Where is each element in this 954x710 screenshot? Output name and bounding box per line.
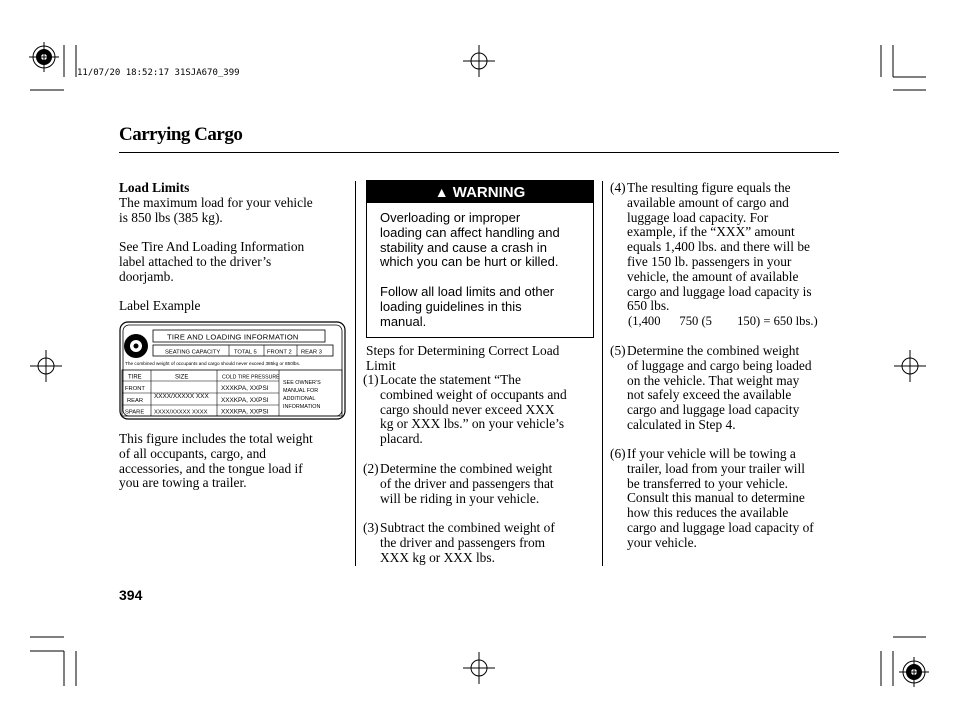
label-row-size: XXXX/XXXXX XXXX xyxy=(154,409,208,416)
column-divider-1 xyxy=(355,181,356,566)
tire-loading-label-figure xyxy=(119,321,347,421)
step-line: equals 1,400 lbs. and there will be xyxy=(627,239,810,255)
label-row-tire: FRONT xyxy=(125,386,145,392)
step-line: five 150 lb. passengers in your xyxy=(627,253,792,269)
column-divider-2 xyxy=(602,181,603,566)
page-title: Carrying Cargo xyxy=(119,124,243,145)
step-line: combined weight of occupants and xyxy=(380,386,567,402)
step-line: of luggage and cargo being loaded xyxy=(627,357,812,373)
warning-line: stability and cause a crash in xyxy=(380,239,547,255)
paragraph-line: is 850 lbs (385 kg). xyxy=(119,209,223,225)
figure-description xyxy=(119,432,351,491)
label-row-tire: REAR xyxy=(127,398,144,404)
step-line: example, if the “XXX” amount xyxy=(627,224,795,240)
crosshair-right xyxy=(894,350,926,382)
steps-heading-line: Limit xyxy=(366,357,396,373)
paragraph-line: The maximum load for your vehicle xyxy=(119,194,313,210)
step-line: 650 lbs. xyxy=(627,298,670,314)
paragraph-line: of all occupants, cargo, and xyxy=(119,445,266,461)
label-combined-note: The combined weight of occupants and cargo should never exceed 385kg or 850lbs. xyxy=(125,361,301,366)
paragraph-line: you are towing a trailer. xyxy=(119,475,247,491)
print-stamp: 11/07/20 18:52:17 31SJA670_399 xyxy=(77,68,240,78)
step-line: calculated in Step 4. xyxy=(627,416,736,432)
paragraph-line: label attached to the driver’s xyxy=(119,253,272,269)
warning-line: Follow all load limits and other xyxy=(380,284,555,299)
label-see-manual: SEE OWNER’S xyxy=(283,380,321,386)
warning-line: manual. xyxy=(380,313,427,329)
label-total: TOTAL 5 xyxy=(234,349,257,356)
step-line: placard. xyxy=(380,431,423,447)
title-rule xyxy=(119,152,839,153)
step-line: cargo and luggage load capacity is xyxy=(627,283,812,299)
crosshair-left xyxy=(30,350,62,382)
step-number: (2) xyxy=(363,461,379,476)
step-number: (1) xyxy=(363,372,379,387)
page-number: 394 xyxy=(119,587,143,603)
paragraph-line: See Tire And Loading Information xyxy=(119,239,305,255)
step-line: The resulting figure equals the xyxy=(627,180,791,195)
warning-title: WARNING xyxy=(452,184,526,201)
label-see-manual: ADDITIONAL xyxy=(283,396,316,402)
step-line: luggage load capacity. For xyxy=(627,209,769,225)
step-line: cargo and luggage load capacity of xyxy=(627,519,814,535)
step-line: the driver and passengers from xyxy=(380,534,546,550)
paragraph-line: This figure includes the total weight xyxy=(119,431,313,446)
step-line: Determine the combined weight xyxy=(380,461,553,476)
label-row-pressure: XXXKPA, XXPSI xyxy=(221,385,269,392)
example-formula: (1,400 750 (5 150) = 650 lbs.) xyxy=(628,314,818,328)
step-number: (3) xyxy=(363,520,379,535)
steps-heading xyxy=(366,344,559,374)
warning-line: loading guidelines in this xyxy=(380,298,522,314)
label-col-tire: TIRE xyxy=(128,374,142,381)
step-line: of the driver and passengers that xyxy=(380,475,554,491)
step-line: on the vehicle. That weight may xyxy=(627,372,800,388)
label-row-tire: SPARE xyxy=(125,409,145,416)
step-line: cargo and luggage load capacity xyxy=(627,402,800,418)
warning-line: loading can affect handling and xyxy=(380,224,560,240)
crosshair-bottom xyxy=(463,652,495,684)
step-line: your vehicle. xyxy=(627,534,697,550)
warning-box xyxy=(366,180,594,338)
label-front: FRONT 2 xyxy=(267,349,292,356)
registration-starburst-bottom-right xyxy=(899,657,929,687)
step-line: cargo should never exceed XXX xyxy=(380,401,555,417)
step-line: Subtract the combined weight of xyxy=(380,520,555,535)
load-limits-section xyxy=(119,181,349,314)
warning-line: which you can be hurt or killed. xyxy=(380,254,559,270)
label-see-manual: INFORMATION xyxy=(283,404,321,410)
step-number: (6) xyxy=(610,446,626,461)
step-line: kg or XXX lbs.” on your vehicle’s xyxy=(380,416,565,432)
figure-caption: Label Example xyxy=(119,298,201,314)
step-line: be transferred to your vehicle. xyxy=(627,475,788,491)
label-see-manual: MANUAL FOR xyxy=(283,388,319,394)
step-line: Locate the statement “The xyxy=(380,372,521,387)
label-seating: SEATING CAPACITY xyxy=(165,349,221,356)
label-rear: REAR 3 xyxy=(301,349,322,356)
step-number: (5) xyxy=(610,343,626,358)
step-line: Consult this manual to determine xyxy=(627,490,805,506)
step-line: If your vehicle will be towing a xyxy=(627,446,796,461)
section-heading: Load Limits xyxy=(119,180,190,195)
registration-starburst-top-left xyxy=(29,42,59,72)
step-number: (4) xyxy=(610,180,626,195)
step-line: trailer, load from your trailer will xyxy=(627,460,805,476)
label-header: TIRE AND LOADING INFORMATION xyxy=(167,332,299,342)
paragraph-line: accessories, and the tongue load if xyxy=(119,460,303,476)
warning-header xyxy=(367,181,593,203)
step-line: XXX kg or XXX lbs. xyxy=(380,549,495,565)
step-line: vehicle, the amount of available xyxy=(627,268,799,284)
step-line: how this reduces the available xyxy=(627,505,789,521)
step-line: will be riding in your vehicle. xyxy=(380,490,540,506)
paragraph-line: doorjamb. xyxy=(119,268,174,284)
label-col-pressure: COLD TIRE PRESSURE xyxy=(222,374,280,381)
warning-paragraph-1 xyxy=(380,211,560,270)
tire-icon xyxy=(124,334,148,358)
label-col-size: SIZE xyxy=(175,374,189,381)
warning-paragraph-2 xyxy=(380,285,554,329)
warning-line: Overloading or improper xyxy=(380,210,521,225)
label-row-pressure: XXXKPA, XXPSI xyxy=(221,408,269,416)
crosshair-top xyxy=(463,45,495,77)
warning-triangle-icon: ▲ xyxy=(434,184,449,200)
step-line: not safely exceed the available xyxy=(627,387,792,403)
steps-heading-line: Steps for Determining Correct Load xyxy=(366,343,560,358)
label-row-size: XXXX/XXXXX XXX xyxy=(154,393,209,400)
step-line: available amount of cargo and xyxy=(627,194,789,210)
step-line: Determine the combined weight xyxy=(627,343,800,358)
label-row-pressure: XXXKPA, XXPSI xyxy=(221,397,269,404)
